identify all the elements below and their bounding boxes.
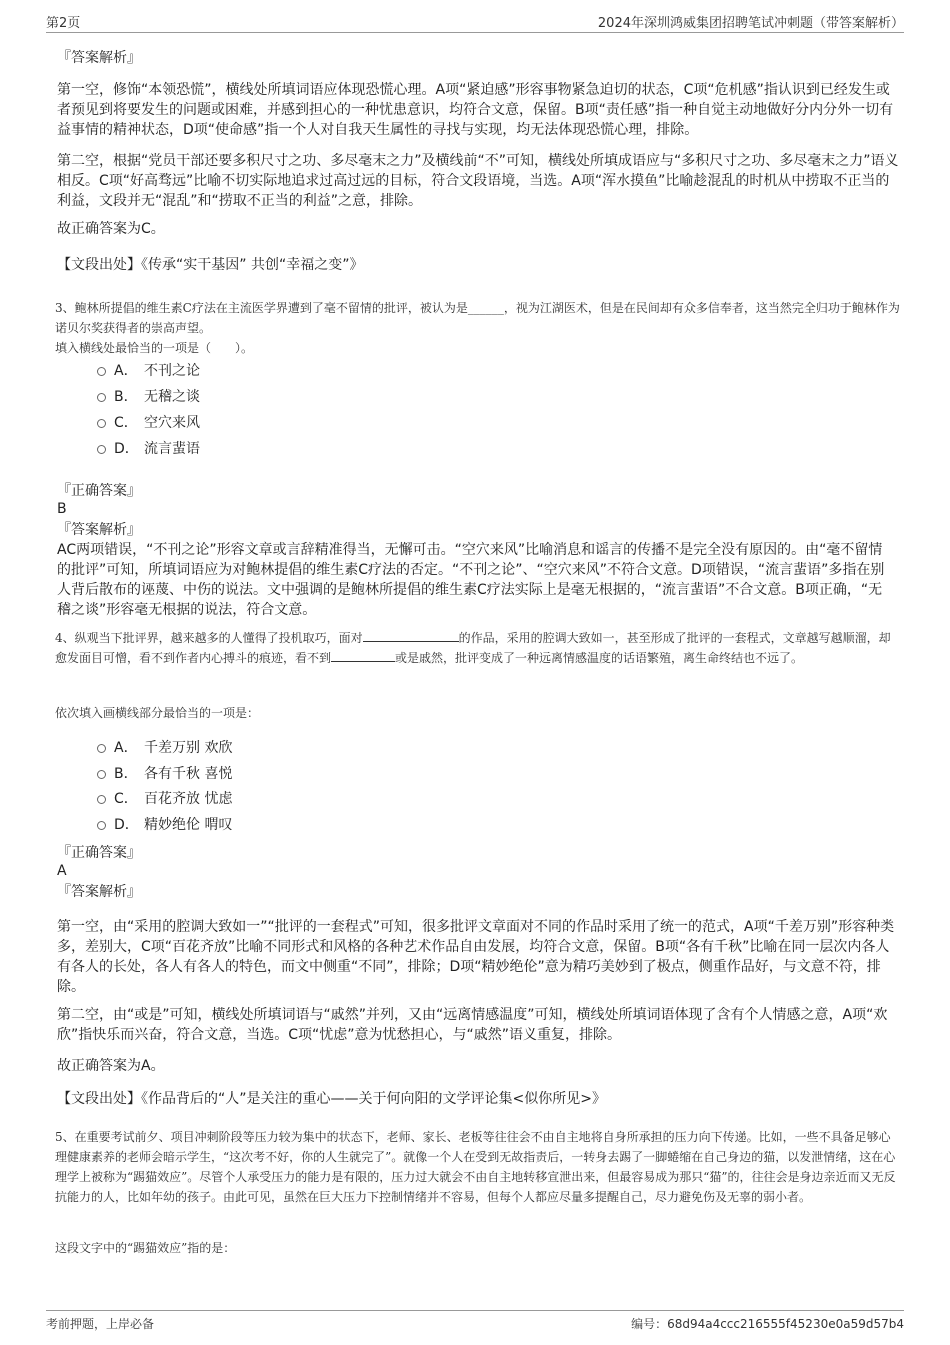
header-divider	[46, 32, 904, 33]
q5-prompt: 这段文字中的“踢猫效应”指的是：	[55, 1241, 236, 1255]
q4-prompt: 依次填入画横线部分最恰当的一项是：	[55, 706, 260, 720]
q4-blank-1	[363, 630, 459, 642]
q3-prompt: 填入横线处最恰当的一项是（ ）。	[55, 341, 254, 355]
radio-icon[interactable]	[97, 367, 106, 376]
q4-correct-label: 『正确答案』	[57, 845, 141, 861]
q3-stem: 3、鲍林所提倡的维生素C疗法在主流医学界遭到了毫不留情的批评，被认为是______，视为江湖医术，但是在民间却有众多信奉者，这当然完全归功于鲍林作为诺贝尔奖获得者的崇高声望。	[55, 301, 900, 335]
q2-conclusion: 故正确答案为C。	[57, 221, 165, 237]
q4-source: 【文段出处】《作品背后的“人”是关注的重心——关于何向阳的文学评论集<似你所见>》	[57, 1091, 606, 1107]
q4-option-b[interactable]: B． 各有千秋 喜悦	[97, 765, 232, 783]
radio-icon[interactable]	[97, 770, 106, 779]
q4-conclusion: 故正确答案为A。	[57, 1058, 165, 1074]
q2-source: 【文段出处】《传承“实干基因” 共创“幸福之变”》	[57, 257, 364, 273]
q4-analysis-paragraph-2: 第二空，由“或是”可知，横线处所填词语与“戚然”并列，又由“远离情感温度”可知，横线处所填词语体现了含有个人情感之意，A项“欢欣”指快乐而兴奋，符合文意，当选。C项“忧虑”意为忧愁担心，与“戚然”语义重复，排除。	[57, 1007, 888, 1043]
q3-option-a[interactable]: A． 不刊之论	[97, 362, 200, 380]
q4-option-a[interactable]: A． 千差万别 欢欣	[97, 739, 232, 757]
q2-analysis-paragraph-1: 第一空，修饰“本领恐慌”，横线处所填词语应体现恐慌心理。A项“紧迫感”形容事物紧急迫切的状态，C项“危机感”指认识到已经发生或者预见到将要发生的问题或困难，并感到担心的一种忧患意识，均符合文意，保留。B项“责任感”指一种自觉主动地做好分内分外一切有益事情的精神状态，D项“使命感”指一个人对自我天生属性的寻找与实现，均无法体现恐慌心理，排除。	[57, 82, 894, 138]
q4-option-d[interactable]: D． 精妙绝伦 喟叹	[97, 816, 232, 834]
q3-option-b[interactable]: B． 无稽之谈	[97, 388, 200, 406]
radio-icon[interactable]	[97, 393, 106, 402]
radio-icon[interactable]	[97, 821, 106, 830]
q2-analysis-label: 『答案解析』	[57, 50, 141, 66]
q3-option-d[interactable]: D． 流言蜚语	[97, 440, 200, 458]
q4-option-c[interactable]: C． 百花齐放 忧虑	[97, 790, 232, 808]
footer-slogan: 考前押题，上岸必备	[46, 1317, 155, 1331]
q4-correct-answer: A	[57, 863, 67, 879]
q4-stem: 4、纵观当下批评界，越来越多的人懂得了投机取巧，面对 的作品，采用的腔调大致如一，甚至形成了批评的一套程式，文章越写越顺溜，却愈发面目可憎，看不到作者内心搏斗的痕迹，看不到 或是戚然，批评变成了一种远离情感温度的话语繁殖，离生命终结也不远了。	[55, 631, 891, 665]
page-number: 第2页	[46, 16, 81, 31]
q3-blank: ______	[467, 301, 504, 315]
q3-analysis: AC两项错误，“不刊之论”形容文章或言辞精准得当，无懈可击。“空穴来风”比喻消息和谣言的传播不是完全没有原因的。由“毫不留情的批评”可知，所填词语应为对鲍林提倡的维生素C疗法的否定。“不刊之论”、“空穴来风”不符合文意。D项错误，“流言蜚语”多指在别人背后散布的诬蔑、中伤的说法。文中强调的是鲍林所提倡的维生素C疗法实际上是毫无根据的，“流言蜚语”不合文意。B项正确，“无稽之谈”形容毫无根据的说法，符合文意。	[57, 542, 885, 618]
footer-divider	[46, 1310, 904, 1311]
q3-option-c[interactable]: C． 空穴来风	[97, 414, 200, 432]
q4-blank-2	[331, 650, 395, 662]
radio-icon[interactable]	[97, 445, 106, 454]
document-id: 编号：68d94a4ccc216555f45230e0a59d57b4	[631, 1317, 904, 1331]
radio-icon[interactable]	[97, 744, 106, 753]
page-header	[0, 0, 950, 36]
q5-stem: 5、在重要考试前夕、项目冲刺阶段等压力较为集中的状态下，老师、家长、老板等往往会不由自主地将自身所承担的压力向下传递。比如，一些不具备足够心理健康素养的老师会暗示学生，“这次考不好，你的人生就完了”。就像一个人在受到无故指责后，一转身去踢了一脚蜷缩在自己身边的猫，以发泄情绪，这在心理学上被称为“踢猫效应”。尽管个人承受压力的能力是有限的，压力过大就会不由自主地转移宣泄出来，但最容易成为那只“猫”的，往往会是身边亲近而又无反抗能力的人，比如年幼的孩子。由此可见，虽然在巨大压力下控制情绪并不容易，但每个人都应尽量多提醒自己，尽力避免伤及无辜的弱小者。	[55, 1130, 896, 1204]
document-title: 2024年深圳鸿威集团招聘笔试冲刺题（带答案解析）	[597, 16, 904, 31]
radio-icon[interactable]	[97, 419, 106, 428]
q3-analysis-label: 『答案解析』	[57, 522, 141, 538]
q3-correct-answer: B	[57, 501, 67, 517]
q3-correct-label: 『正确答案』	[57, 483, 141, 499]
q2-analysis-paragraph-2: 第二空，根据“党员干部还要多积尺寸之功、多尽毫末之力”及横线前“不”可知，横线处所填成语应与“多积尺寸之功、多尽毫末之力”语义相反。C项“好高骛远”比喻不切实际地追求过高过远的目标，符合文段语境，当选。A项“浑水摸鱼”比喻趁混乱的时机从中捞取不正当的利益，文段并无“混乱”和“捞取不正当的利益”之意，排除。	[57, 153, 899, 209]
radio-icon[interactable]	[97, 795, 106, 804]
q4-analysis-label: 『答案解析』	[57, 884, 141, 900]
q4-analysis-paragraph-1: 第一空，由“采用的腔调大致如一”“批评的一套程式”可知，很多批评文章面对不同的作品时采用了统一的范式，A项“千差万别”形容种类多，差别大，C项“百花齐放”比喻不同形式和风格的各种艺术作品自由发展，均符合文意，保留。B项“各有千秋”比喻在同一层次内各人有各人的长处，各人有各人的特色，而文中侧重“不同”，排除；D项“精妙绝伦”意为精巧美妙到了极点，侧重作品好，与文意不符，排除。	[57, 919, 895, 995]
